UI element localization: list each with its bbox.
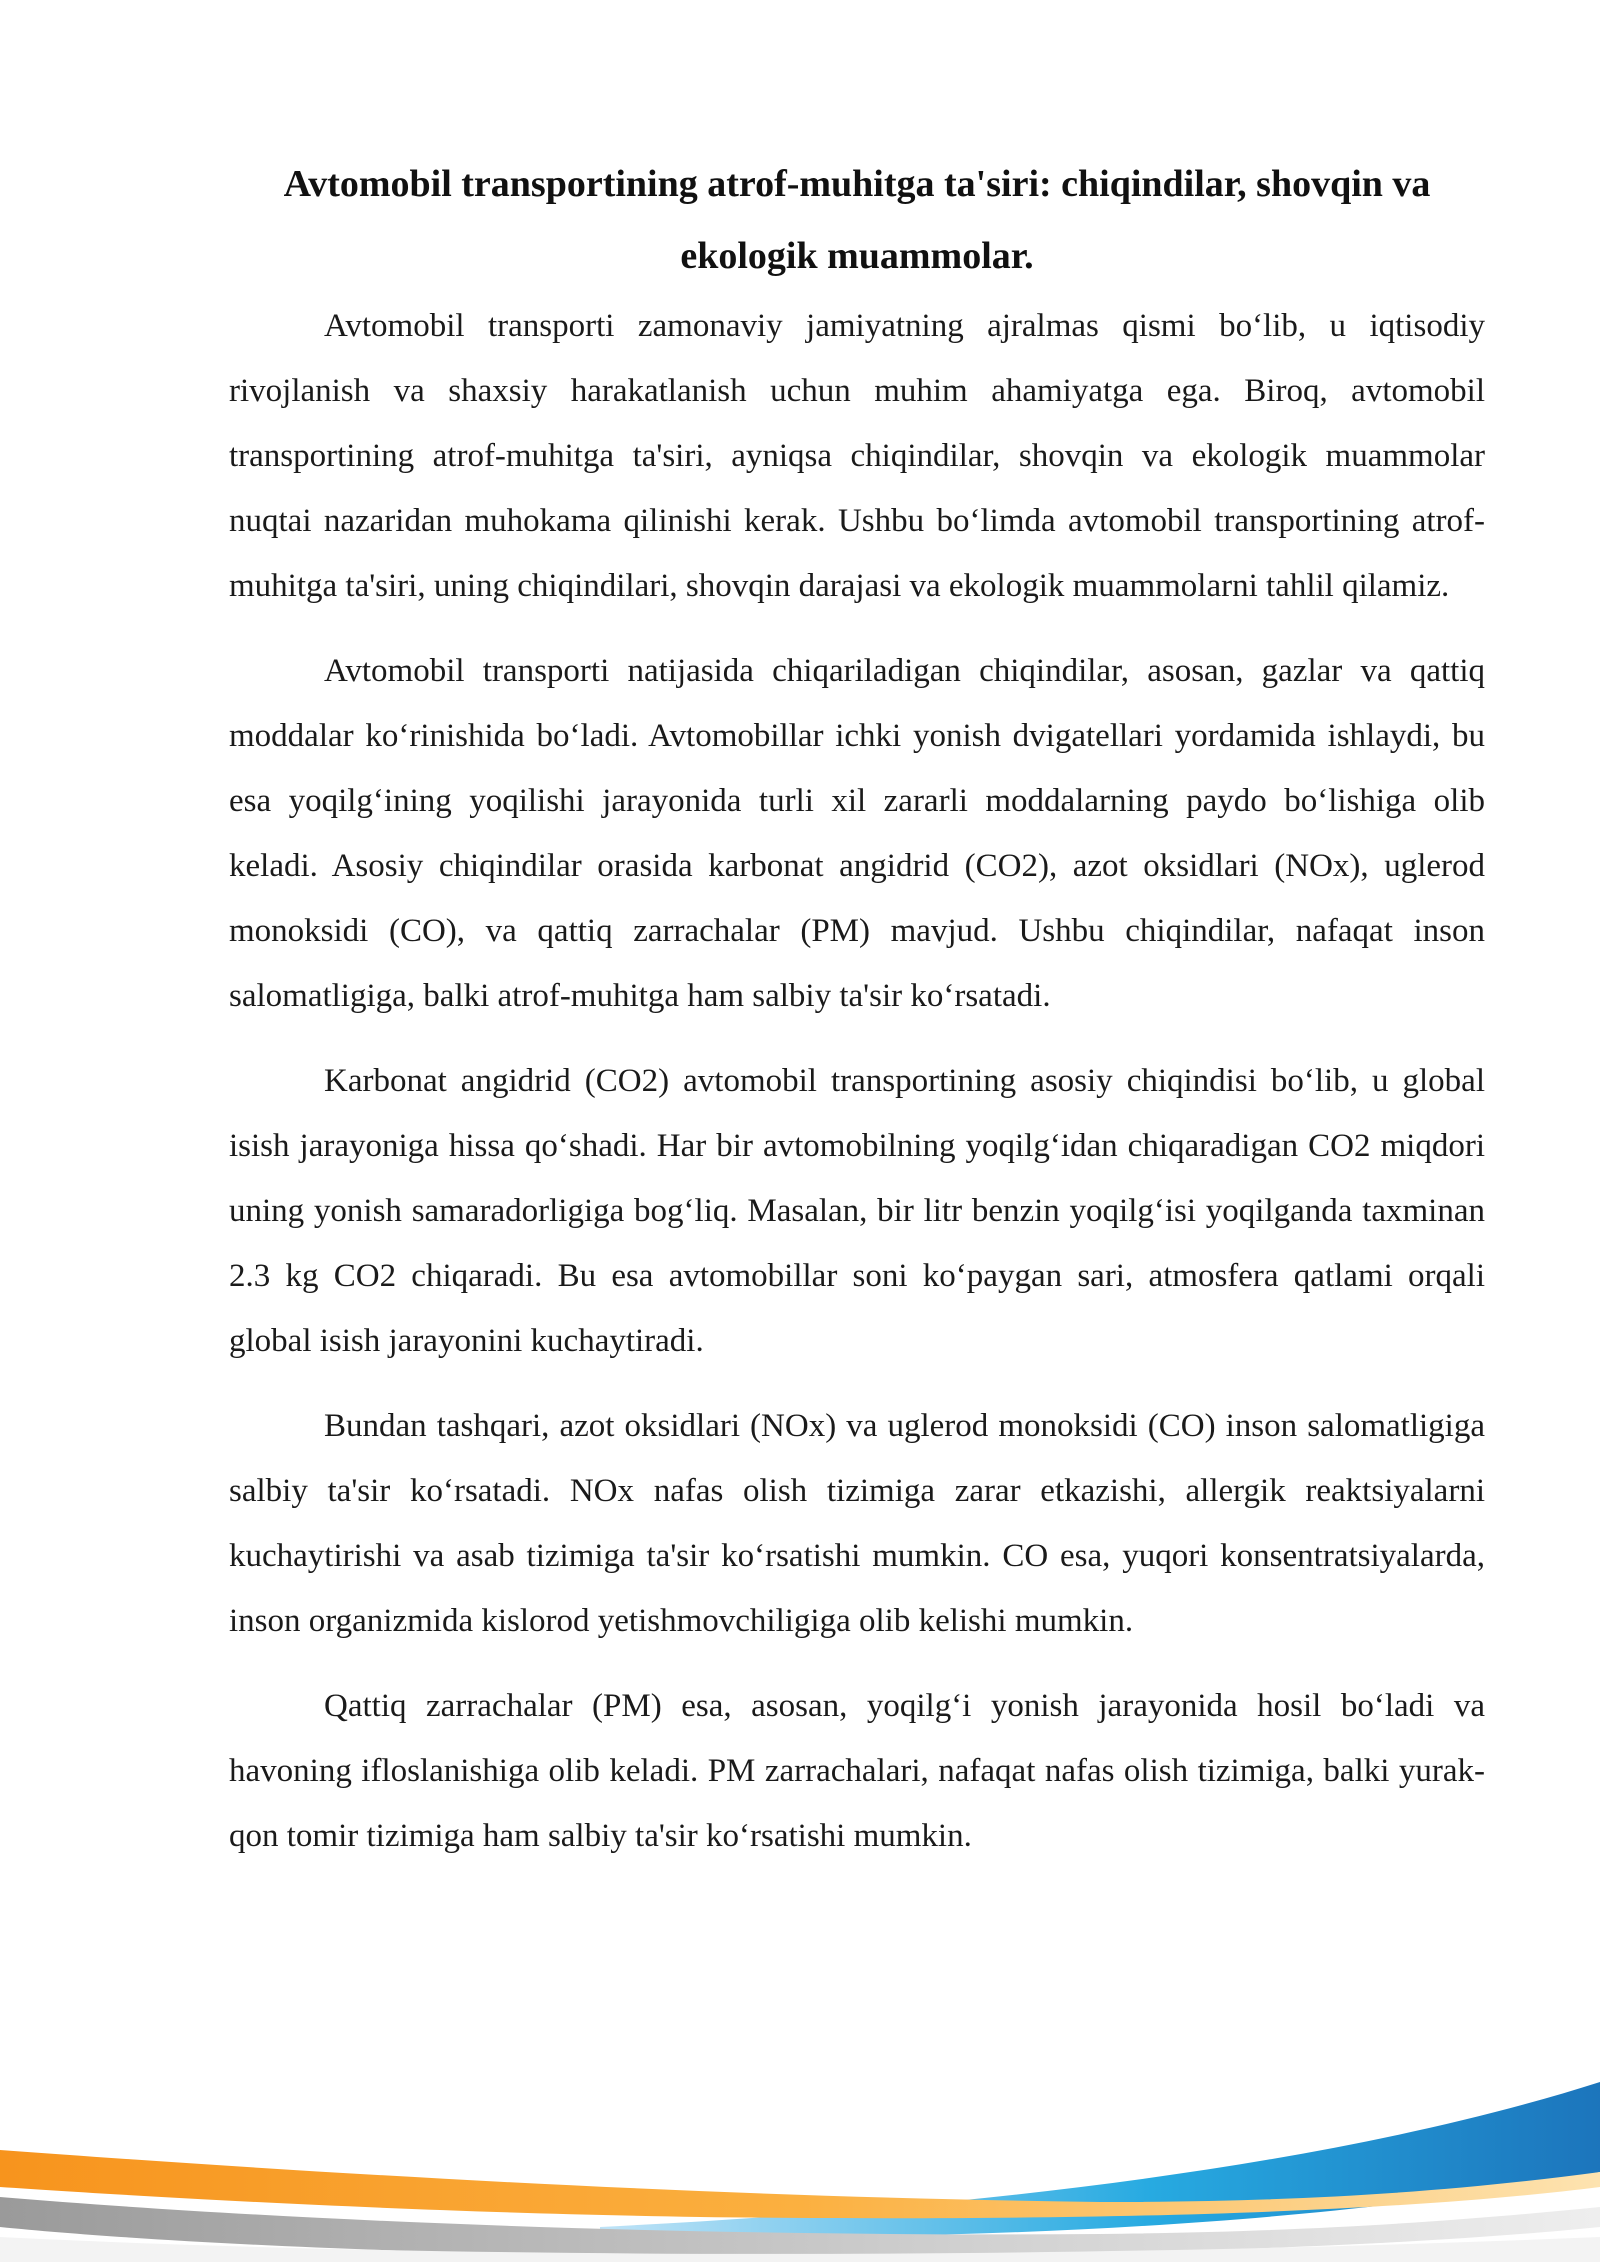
paragraph-2: Avtomobil transporti natijasida chiqariladigan chiqindilar, asosan, gazlar va qattiq moddalar ko‘rinishida bo‘ladi. Avtomobillar ichki yonish dvigatellari yordamida ishlaydi, bu esa yoqilg‘ining yoqilishi jarayonida turli xil zararli moddalarning paydo bo‘lishiga olib keladi. Asosiy chiqindilar orasida karbonat angidrid (CO2), azot oksidlari (NOx), uglerod monoksidi (CO), va qattiq zarrachalar (PM) mavjud. Ushbu chiqindilar, nafaqat inson salomatligiga, balki atrof-muhitga ham salbiy ta'sir ko‘rsatadi. xyxy=(229,653,1485,1014)
document-body xyxy=(229,148,1485,1889)
paragraph-5: Qattiq zarrachalar (PM) esa, asosan, yoqilg‘i yonish jarayonida hosil bo‘ladi va havoning ifloslanishiga olib keladi. PM zarrachalari, nafaqat nafas olish tizimiga, balki yurak-qon tomir tizimiga ham salbiy ta'sir ko‘rsatishi mumkin. xyxy=(229,1688,1485,1854)
paragraph-3: Karbonat angidrid (CO2) avtomobil transportining asosiy chiqindisi bo‘lib, u global isish jarayoniga hissa qo‘shadi. Har bir avtomobilning yoqilg‘idan chiqaradigan CO2 miqdori uning yonish samaradorligiga bog‘liq. Masalan, bir litr benzin yoqilg‘isi yoqilganda taxminan 2.3 kg CO2 chiqaradi. Bu esa avtomobillar soni ko‘paygan sari, atmosfera qatlami orqali global isish jarayonini kuchaytiradi. xyxy=(229,1063,1485,1359)
document-title: Avtomobil transportining atrof-muhitga ta'siri: chiqindilar, shovqin va ekologik muammolar. xyxy=(283,163,1431,277)
paragraph-1: Avtomobil transporti zamonaviy jamiyatning ajralmas qismi bo‘lib, u iqtisodiy rivojlanish va shaxsiy harakatlanish uchun muhim ahamiyatga ega. Biroq, avtomobil transportining atrof-muhitga ta'siri, ayniqsa chiqindilar, shovqin va ekologik muammolar nuqtai nazaridan muhokama qilinishi kerak. Ushbu bo‘limda avtomobil transportining atrof-muhitga ta'siri, uning chiqindilari, shovqin darajasi va ekologik muammolarni tahlil qilamiz. xyxy=(229,308,1485,604)
paragraph-4: Bundan tashqari, azot oksidlari (NOx) va uglerod monoksidi (CO) inson salomatligiga salbiy ta'sir ko‘rsatadi. NOx nafas olish tizimiga zarar etkazishi, allergik reaktsiyalarni kuchaytirishi va asab tizimiga ta'sir ko‘rsatishi mumkin. CO esa, yuqori konsentratsiyalarda, inson organizmida kislorod yetishmovchiligiga olib kelishi mumkin. xyxy=(229,1408,1485,1639)
footer-wave-decoration xyxy=(0,2022,1600,2262)
